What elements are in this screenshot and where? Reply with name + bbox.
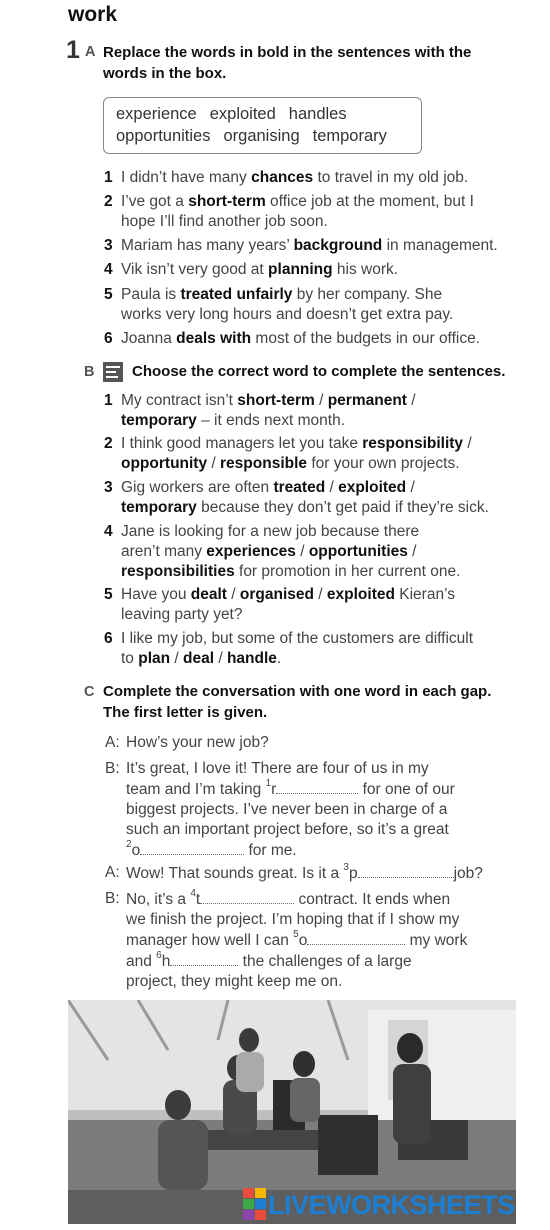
answer-gap[interactable] bbox=[200, 889, 294, 904]
bold-word: responsibility bbox=[362, 435, 464, 452]
answer-gap[interactable] bbox=[140, 840, 244, 855]
bold-word: responsible bbox=[220, 455, 308, 472]
text-segment: for your own projects. bbox=[307, 455, 460, 472]
word-box-row-2 bbox=[116, 125, 409, 147]
text-segment: most of the budgets in our office. bbox=[251, 330, 481, 347]
gap-number: 2 bbox=[126, 839, 132, 850]
text-segment: / bbox=[170, 650, 184, 667]
item-text bbox=[121, 478, 531, 518]
text-segment: manager how well I can bbox=[126, 932, 294, 949]
box-word: handles bbox=[288, 105, 347, 123]
bold-word: opportunity bbox=[121, 455, 208, 472]
text-segment: o bbox=[298, 932, 308, 949]
bold-word: deals with bbox=[176, 330, 252, 347]
text-segment: / bbox=[407, 543, 417, 560]
list-icon bbox=[103, 362, 123, 382]
bold-word: short-term bbox=[188, 193, 266, 210]
text-segment: job? bbox=[453, 865, 483, 882]
bold-word: treated unfairly bbox=[180, 286, 293, 303]
text-segment: r bbox=[271, 781, 277, 798]
text-segment: team and I’m taking bbox=[126, 781, 266, 798]
bold-word: responsibilities bbox=[121, 563, 235, 580]
item-line bbox=[121, 236, 498, 256]
item-text bbox=[121, 522, 531, 582]
item-line bbox=[121, 260, 398, 280]
section-a-letter: A bbox=[85, 44, 96, 60]
item-line bbox=[121, 454, 531, 474]
text-segment: Joanna bbox=[121, 330, 177, 347]
box-word: experience bbox=[116, 105, 197, 123]
text-segment: by her company. She bbox=[292, 286, 443, 303]
item-text bbox=[121, 236, 498, 256]
text-segment: I like my job, but some of the customers are difficult bbox=[121, 630, 474, 647]
speaker-label: A: bbox=[105, 864, 120, 881]
item-text bbox=[121, 585, 531, 625]
turn-line bbox=[126, 840, 526, 861]
item-line bbox=[121, 498, 531, 518]
word-box-row-1 bbox=[116, 103, 409, 125]
section-b-letter: B bbox=[84, 364, 95, 380]
turn-text bbox=[126, 759, 526, 861]
item-number: 4 bbox=[104, 261, 113, 278]
item-text bbox=[121, 192, 474, 232]
turn-line bbox=[126, 972, 526, 992]
turn-line bbox=[126, 930, 526, 951]
text-segment: Have you bbox=[121, 586, 191, 603]
watermark bbox=[242, 1188, 515, 1222]
bold-word: temporary bbox=[121, 412, 197, 429]
item-line bbox=[121, 562, 531, 582]
item-number: 2 bbox=[104, 193, 113, 210]
text-segment: to bbox=[121, 650, 139, 667]
bold-word: temporary bbox=[121, 499, 197, 516]
bold-word: opportunities bbox=[308, 543, 408, 560]
text-segment: Wow! That sounds great. Is it a bbox=[126, 865, 344, 882]
text-segment: / bbox=[463, 435, 472, 452]
box-word: temporary bbox=[312, 127, 387, 145]
item-text bbox=[121, 391, 531, 431]
text-segment: / bbox=[406, 392, 416, 409]
text-segment: Gig workers are often bbox=[121, 479, 274, 496]
text-segment: How’s your new job? bbox=[126, 734, 269, 751]
item-line bbox=[121, 434, 531, 454]
turn-line bbox=[126, 889, 526, 910]
text-segment: to travel in my old job. bbox=[313, 169, 469, 186]
text-segment: – it ends next month. bbox=[196, 412, 346, 429]
item-line: hope I’ll find another job soon. bbox=[121, 213, 328, 230]
text-segment: contract. It ends when bbox=[294, 891, 451, 908]
text-segment: we finish the project. I’m hoping that if I show my bbox=[126, 911, 460, 928]
text-segment: in management. bbox=[382, 237, 498, 254]
text-segment: My contract isn’t bbox=[121, 392, 238, 409]
item-number: 5 bbox=[104, 586, 113, 603]
text-segment: such an important project before, so it’s a great bbox=[126, 821, 449, 838]
bold-word: experiences bbox=[206, 543, 296, 560]
text-segment: h bbox=[161, 953, 171, 970]
text-segment: Kieran’s bbox=[394, 586, 455, 603]
exercise-number: 1 bbox=[66, 36, 80, 64]
turn-line bbox=[126, 759, 526, 779]
text-segment: my work bbox=[405, 932, 468, 949]
text-segment: / bbox=[313, 586, 327, 603]
text-segment: . bbox=[276, 650, 282, 667]
item-text bbox=[121, 329, 480, 349]
item-text bbox=[121, 168, 468, 188]
item-number: 3 bbox=[104, 479, 113, 496]
liveworksheets-logo-icon bbox=[242, 1188, 268, 1222]
item-number: 6 bbox=[104, 630, 113, 647]
text-segment: Paula is bbox=[121, 286, 181, 303]
gap-number: 4 bbox=[190, 888, 196, 899]
item-line bbox=[121, 192, 474, 212]
bold-word: exploited bbox=[326, 586, 395, 603]
bold-word: chances bbox=[251, 169, 314, 186]
text-segment: I think good managers let you take bbox=[121, 435, 363, 452]
text-segment: Vik isn’t very good at bbox=[121, 261, 269, 278]
item-number: 1 bbox=[104, 392, 113, 409]
bold-word: permanent bbox=[327, 392, 407, 409]
bold-word: background bbox=[293, 237, 383, 254]
gap-number: 1 bbox=[265, 778, 272, 789]
item-text bbox=[121, 260, 398, 280]
item-number: 4 bbox=[104, 523, 113, 540]
turn-text bbox=[126, 889, 526, 992]
item-line bbox=[121, 605, 531, 625]
text-segment: because they don’t get paid if they’re sick. bbox=[196, 499, 489, 516]
word-box bbox=[103, 97, 422, 154]
text-segment: t bbox=[195, 891, 201, 908]
answer-gap[interactable] bbox=[307, 930, 405, 945]
text-segment: biggest projects. I’ve never been in charge of a bbox=[126, 801, 448, 818]
section-a-instruction: Replace the words in bold in the sentences with the words in the box. bbox=[103, 44, 472, 82]
text-segment: Jane is looking for a new job because there bbox=[121, 523, 420, 540]
bold-word: plan bbox=[138, 650, 171, 667]
text-segment: the challenges of a large bbox=[238, 953, 412, 970]
gap-number: 5 bbox=[293, 929, 299, 940]
turn-line bbox=[126, 800, 526, 820]
item-line bbox=[121, 411, 531, 431]
turn-line bbox=[126, 779, 526, 800]
turn-line bbox=[126, 863, 526, 884]
item-number: 2 bbox=[104, 435, 113, 452]
bold-word: planning bbox=[268, 261, 333, 278]
text-segment: for promotion in her current one. bbox=[234, 563, 461, 580]
text-segment: p bbox=[348, 865, 358, 882]
item-line bbox=[121, 629, 531, 649]
bold-word: short-term bbox=[237, 392, 315, 409]
text-segment: / bbox=[226, 586, 240, 603]
text-segment: It’s great, I love it! There are four of us in my bbox=[126, 760, 429, 777]
turn-line bbox=[126, 820, 526, 840]
bold-word: dealt bbox=[190, 586, 227, 603]
bold-word: organised bbox=[239, 586, 314, 603]
item-text bbox=[121, 434, 531, 474]
answer-gap[interactable] bbox=[276, 779, 358, 794]
item-number: 5 bbox=[104, 286, 113, 303]
text-segment: I’ve got a bbox=[121, 193, 189, 210]
turn-line bbox=[126, 733, 526, 753]
speaker-label: A: bbox=[105, 734, 120, 751]
section-c-letter: C bbox=[84, 684, 95, 700]
text-segment: / bbox=[325, 479, 339, 496]
text-segment: o bbox=[131, 842, 141, 859]
text-segment: / bbox=[295, 543, 309, 560]
turn-line bbox=[126, 951, 526, 972]
turn-text bbox=[126, 733, 526, 753]
item-text bbox=[121, 285, 453, 325]
text-segment: I didn’t have many bbox=[121, 169, 252, 186]
text-segment: project, they might keep me on. bbox=[126, 973, 343, 990]
item-line bbox=[121, 522, 531, 542]
bold-word: exploited bbox=[338, 479, 407, 496]
item-line bbox=[121, 542, 531, 562]
item-number: 6 bbox=[104, 330, 113, 347]
text-segment: his work. bbox=[332, 261, 399, 278]
text-segment: / bbox=[314, 392, 328, 409]
item-number: 1 bbox=[104, 169, 113, 186]
answer-gap[interactable] bbox=[358, 863, 454, 878]
text-segment: leaving party yet? bbox=[121, 606, 243, 623]
item-line bbox=[121, 329, 480, 349]
item-line bbox=[121, 585, 531, 605]
item-line bbox=[121, 649, 531, 669]
speaker-label: B: bbox=[105, 760, 120, 777]
text-segment: and bbox=[126, 953, 157, 970]
text-segment: aren’t many bbox=[121, 543, 207, 560]
box-word: organising bbox=[223, 127, 300, 145]
bold-word: deal bbox=[183, 650, 215, 667]
text-segment: / bbox=[207, 455, 221, 472]
gap-number: 6 bbox=[156, 950, 162, 961]
speaker-label: B: bbox=[105, 890, 120, 907]
answer-gap[interactable] bbox=[170, 951, 238, 966]
page-title: work bbox=[68, 3, 118, 26]
item-line bbox=[121, 285, 453, 305]
item-line bbox=[121, 391, 531, 411]
section-b-instruction: Choose the correct word to complete the sentences. bbox=[132, 363, 506, 380]
watermark-text: LIVEWORKSHEETS bbox=[268, 1190, 515, 1220]
text-segment: Mariam has many years’ bbox=[121, 237, 294, 254]
section-c-instruction: Complete the conversation with one word in each gap. The first letter is given. bbox=[103, 683, 492, 721]
item-text bbox=[121, 629, 531, 669]
text-segment: office job at the moment, but I bbox=[265, 193, 474, 210]
gap-number: 3 bbox=[343, 862, 349, 873]
bold-word: handle bbox=[226, 650, 277, 667]
box-word: opportunities bbox=[116, 127, 211, 145]
item-line bbox=[121, 168, 468, 188]
turn-text bbox=[126, 863, 526, 884]
text-segment: for me. bbox=[244, 842, 297, 859]
text-segment: No, it’s a bbox=[126, 891, 191, 908]
text-segment: / bbox=[214, 650, 227, 667]
item-line bbox=[121, 478, 531, 498]
box-word: exploited bbox=[209, 105, 276, 123]
turn-line bbox=[126, 910, 526, 930]
text-segment: for one of our bbox=[358, 781, 455, 798]
item-number: 3 bbox=[104, 237, 113, 254]
bold-word: treated bbox=[273, 479, 326, 496]
item-line: works very long hours and doesn’t get extra pay. bbox=[121, 306, 454, 323]
text-segment: / bbox=[406, 479, 415, 496]
